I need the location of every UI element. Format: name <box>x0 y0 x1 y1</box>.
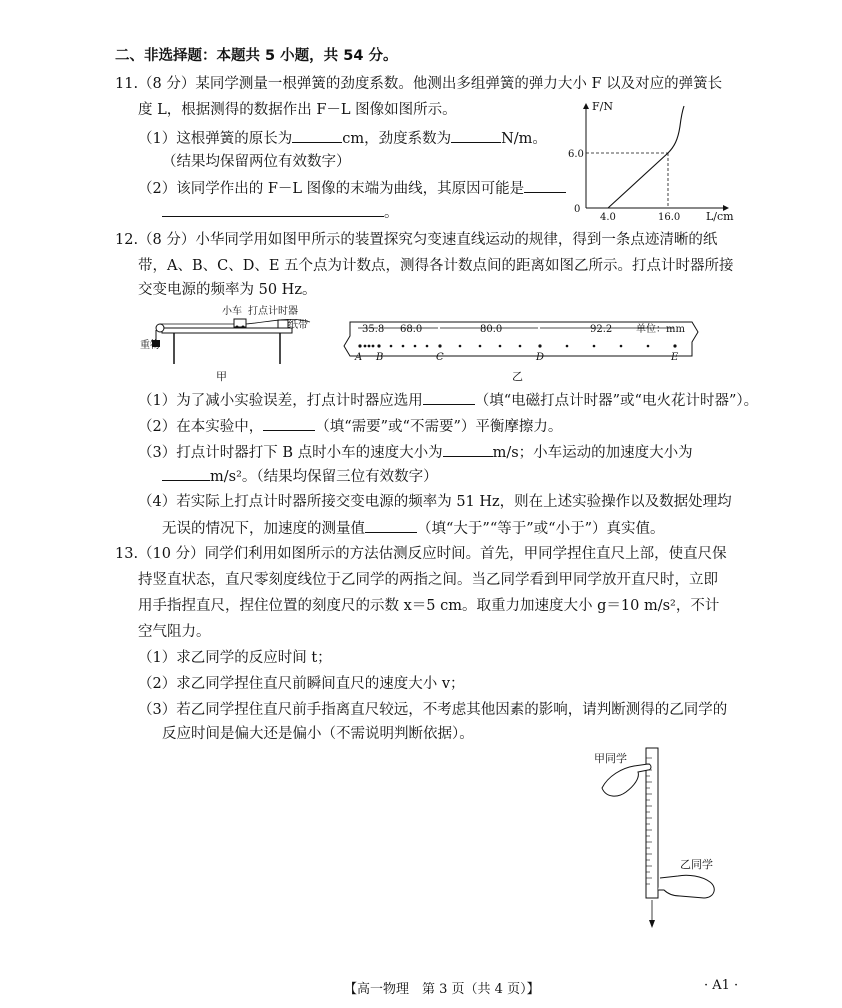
x-tick-label: 4.0 <box>600 212 616 223</box>
q11-part1-text-a: （1）这根弹簧的原长为 <box>138 131 293 147</box>
apparatus-figure <box>140 302 320 382</box>
pulley <box>156 324 164 332</box>
q12-part1 <box>138 390 758 411</box>
answer-blank[interactable] <box>162 466 210 481</box>
q12-part2-text-b: （填“需要”或“不需要”）平衡摩擦力。 <box>315 419 563 435</box>
x-tick-label: 16.0 <box>658 212 681 223</box>
answer-blank[interactable] <box>292 128 342 143</box>
q13-line3: 用手指捏直尺，捏住位置的刻度尺的示数 x＝5 cm。取重力加速度大小 g＝10 m/s²，不计 <box>138 598 720 614</box>
answer-blank[interactable] <box>263 416 315 431</box>
q13-part1: （1）求乙同学的反应时间 t； <box>138 650 332 666</box>
hand-b <box>658 875 714 898</box>
q11-part1-note: （结果均保留两位有效数字） <box>162 154 351 170</box>
distance-label: 92.2 <box>590 324 613 335</box>
q12-part2-text-a: （2）在本实验中， <box>138 419 264 435</box>
q11-part1-text-c: N/m。 <box>501 131 547 147</box>
q11-line1: 11.（8 分）某同学测量一根弹簧的劲度系数。他测出多组弹簧的弹力大小 F 以及对应的弹簧长 <box>115 76 723 92</box>
unit-label: 单位：mm <box>636 324 685 335</box>
q12-part3-text-a: （3）打点计时器打下 B 点时小车的速度大小为 <box>138 445 443 461</box>
point-label-b: B <box>376 352 384 363</box>
paper-code: · A1 · <box>704 978 739 993</box>
y-axis-label: F/N <box>592 100 613 113</box>
cart <box>234 319 246 327</box>
q12-part1-text-a: （1）为了减小实验误差，打点计时器应选用 <box>138 393 423 409</box>
q11-part2 <box>138 178 566 199</box>
fl-graph <box>570 96 740 226</box>
paper-tape-figure <box>340 316 710 384</box>
q11-line2: 度 L，根据测得的数据作出 F－L 图像如图所示。 <box>138 102 457 118</box>
answer-blank[interactable] <box>365 518 417 533</box>
figure-caption-b: 乙 <box>512 370 523 383</box>
q13-line4: 空气阻力。 <box>138 624 211 640</box>
person-a-label: 甲同学 <box>594 752 627 765</box>
answer-blank[interactable] <box>524 178 566 193</box>
y-tick-label: 6.0 <box>568 149 584 160</box>
arrow-head <box>649 920 655 928</box>
point-label-a: A <box>355 352 363 363</box>
q12-part4-text-c: （填“大于”“等于”或“小于”）真实值。 <box>417 521 665 537</box>
distance-label: 35.8 <box>362 324 385 335</box>
wheel <box>242 326 245 329</box>
q11-part1 <box>138 128 547 149</box>
fl-curve <box>608 106 684 208</box>
answer-blank[interactable] <box>443 442 493 457</box>
q12-part3-text-b: m/s；小车运动的加速度大小为 <box>492 445 693 461</box>
q12-part1-text-b: （填“电磁打点计时器”或“电火花计时器”）。 <box>474 393 759 409</box>
q13-part3: （3）若乙同学捏住直尺前手指离直尺较远，不考虑其他因素的影响，请判断测得的乙同学的 <box>138 702 728 718</box>
cart-label: 小车 <box>222 306 242 317</box>
q13-part3-line2: 反应时间是偏大还是偏小（不需说明判断依据）。 <box>162 726 474 742</box>
timer-label: 打点计时器 <box>248 306 298 317</box>
point-label-d: D <box>536 352 545 363</box>
q11-part1-text-b: cm，劲度系数为 <box>342 131 452 147</box>
q13-part2: （2）求乙同学捏住直尺前瞬间直尺的速度大小 v； <box>138 676 465 692</box>
q12-line2: 带，A、B、C、D、E 五个点为计数点，测得各计数点间的距离如图乙所示。打点计时器所接 <box>138 258 734 274</box>
q12-part3-line2 <box>162 466 438 487</box>
wheel <box>236 326 239 329</box>
q11-part2-line2 <box>162 202 399 223</box>
q13-line2: 持竖直状态，直尺零刻度线位于乙同学的两指之间。当乙同学看到甲同学放开直尺时，立即 <box>138 572 718 588</box>
person-b-label: 乙同学 <box>680 858 713 871</box>
q12-part4-text-b: 无误的情况下，加速度的测量值 <box>162 521 365 537</box>
timer-box <box>278 320 288 328</box>
figure-caption-a: 甲 <box>216 370 227 383</box>
q12-part2 <box>138 416 562 437</box>
point-label-c: C <box>436 352 444 363</box>
distance-label: 80.0 <box>480 324 503 335</box>
ruler-figure <box>588 742 738 932</box>
page-footer: 【高一物理 第 3 页（共 4 页）】 <box>344 982 540 997</box>
table-top <box>162 328 292 333</box>
weight-label: 重物 <box>140 340 160 351</box>
section-header: 二、非选择题：本题共 5 小题，共 54 分。 <box>115 48 398 64</box>
tape-label: 纸带 <box>288 320 308 331</box>
answer-blank[interactable] <box>451 128 501 143</box>
answer-blank[interactable] <box>162 202 384 217</box>
q11-part2-end: 。 <box>384 205 399 221</box>
q11-part2-text: （2）该同学作出的 F－L 图像的末端为曲线，其原因可能是 <box>138 181 525 197</box>
q12-line3: 交变电源的频率为 50 Hz。 <box>138 282 317 298</box>
q13-line1: 13.（10 分）同学们利用如图所示的方法估测反应时间。首先，甲同学捏住直尺上部，使直尺保 <box>115 546 727 562</box>
q12-part4: （4）若实际上打点计时器所接交变电源的频率为 51 Hz，则在上述实验操作以及数据处理均 <box>138 494 732 510</box>
distance-label: 68.0 <box>400 324 423 335</box>
q12-part3 <box>138 442 693 463</box>
answer-blank[interactable] <box>423 390 475 405</box>
q12-part4-line2 <box>162 518 664 539</box>
origin-label: 0 <box>574 204 581 215</box>
hand-a <box>602 764 651 796</box>
point-label-e: E <box>671 352 679 363</box>
q12-line1: 12.（8 分）小华同学用如图甲所示的装置探究匀变速直线运动的规律，得到一条点迹清晰的纸 <box>115 232 718 248</box>
x-axis-label: L/cm <box>706 210 734 223</box>
q12-part3-text-c: m/s²。（结果均保留三位有效数字） <box>210 469 438 485</box>
